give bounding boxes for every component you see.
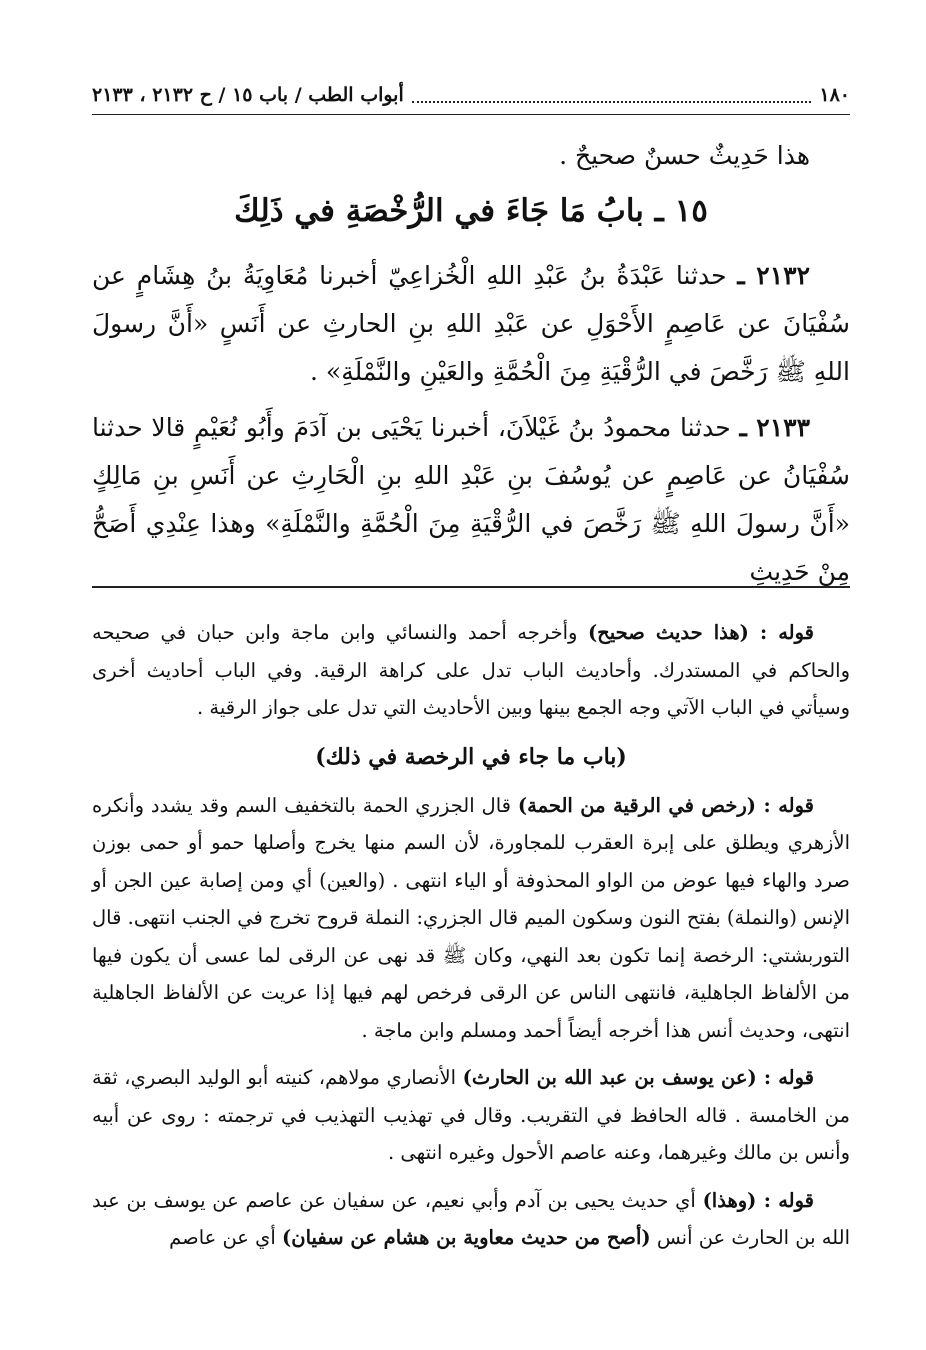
commentary-text: الأنصاري مولاهم، كنيته أبو الوليد البصري، ثقة من الخامسة . قاله الحافظ في التقريب. وقال في تهذيب التهذيب في ترجمته : روى عن أبيه وأنس بن مالك وغيرهما، وعنه عاصم الأحول وغيره انتهى .: [92, 1066, 850, 1164]
hadith-text: حدثنا عَبْدَةُ بنُ عَبْدِ اللهِ الْخُزاعِيّ أخبرنا مُعَاوِيَةُ بنُ هِشَامٍ عن سُفْيَانَ عن عَاصِمٍ الأَحْوَلِ عن عَبْدِ اللهِ بنِ الحارثِ عن أَنَسٍ «أَنَّ رسولَ اللهِ ﷺ رَخَّصَ في الرُّقْيَةِ مِنَ الْحُمَّةِ والعَيْنِ والنَّمْلَةِ» .: [92, 261, 850, 386]
running-header: [92, 78, 850, 112]
commentary-paragraph: [92, 614, 850, 727]
commentary-lead: قوله : (عن يوسف بن عبد الله بن الحارث): [462, 1066, 814, 1089]
header-rule: [92, 114, 850, 115]
commentary-paragraph: [92, 1182, 850, 1257]
hadith-number: ٢١٣٢ ـ: [737, 261, 810, 290]
commentary-paragraph: [92, 787, 850, 1050]
chapter-title: ١٥ ـ بابُ مَا جَاءَ في الرُّخْصَةِ في ذَلِكَ: [234, 193, 708, 229]
commentary-paragraph: [92, 1059, 850, 1172]
hadith-2133: [92, 404, 850, 596]
commentary-text: أي عن عاصم: [169, 1226, 276, 1249]
commentary-separator: [92, 586, 850, 588]
hadith-text: حدثنا محمودُ بنُ غَيْلاَنَ، أخبرنا يَحْيَى بن آدَمَ وأَبُو نُعَيْمٍ قالا حدثنا سُفْيَانُ عن عَاصِمٍ عن يُوسُفَ بنِ عَبْدِ اللهِ بنِ الْحَارِثِ عن أَنَسِ بنِ مَالِكٍ «أَنَّ رسولَ اللهِ ﷺ رَخَّصَ في الرُّقْيَةِ مِنَ الْحُمَّةِ والنَّمْلَةِ» وهذا عِنْدِي أَصَحُّ مِنْ حَدِيثِ: [92, 413, 850, 586]
hadith-number: ٢١٣٣ ـ: [739, 413, 811, 442]
commentary-lead: قوله : (وهذا): [702, 1188, 814, 1212]
commentary-text: قال الجزري الحمة بالتخفيف السم وقد يشدد وأنكره الأزهري ويطلق على إبرة العقرب للمجاورة، لأن السم منها يخرج وأصلها حمو أو حمى بوزن صرد والهاء فيها عوض من الواو المحذوفة أو الياء انتهى . (والعين) أي ومن إصابة عين الجن أو الإنس (والنملة) بفتح النون وسكون الميم قال الجزري: النملة قروح تخرج في الجنب انتهى. قال التوربشتي: الرخصة إنما تكون بعد النهي، وكان ﷺ قد نهى عن الرقى لما عسى أن يكون فيها من الألفاظ الجاهلية، فانتهى الناس عن الرقى فرخص لهم فيها إذا عريت عن الألفاظ الجاهلية انتهى، وحديث أنس هذا أخرجه أيضاً أحمد ومسلم وابن ماجة .: [92, 793, 850, 1042]
hadith-2132: [92, 252, 850, 396]
commentary-text: أي حديث يحيى بن آدم وأبي نعيم، عن سفيان عن عاصم عن يوسف بن عبد الله بن الحارث عن أنس: [92, 1188, 850, 1249]
commentary-subheading: (باب ما جاء في الرخصة في ذلك): [315, 743, 627, 770]
header-title: أبواب الطب / باب ١٥ / ح ٢١٣٢ ، ٢١٣٣: [92, 84, 404, 106]
commentary: [92, 614, 850, 1267]
page-number: ١٨٠: [819, 84, 850, 106]
commentary-text: وأخرجه أحمد والنسائي وابن ماجة وابن حبان في صحيحه والحاكم في المستدرك. وأحاديث الباب تدل على كراهة الرقية. وفي الباب أحاديث أخرى وسيأتي في الباب الآتي وجه الجمع بينها وبين الأحاديث التي تدل على جواز الرقية .: [92, 621, 850, 719]
commentary-lead: قوله : (رخص في الرقية من الحمة): [517, 793, 814, 817]
main-text: [92, 134, 850, 604]
header-dot-leader: [412, 95, 812, 103]
hadith-grade-line: هذا حَدِيثٌ حسنٌ صحيحٌ .: [559, 141, 810, 170]
commentary-lead: قوله : (هذا حديث صحيح): [587, 621, 815, 644]
commentary-lead: (أصح من حديث معاوية بن هشام عن سفيان): [282, 1226, 651, 1249]
